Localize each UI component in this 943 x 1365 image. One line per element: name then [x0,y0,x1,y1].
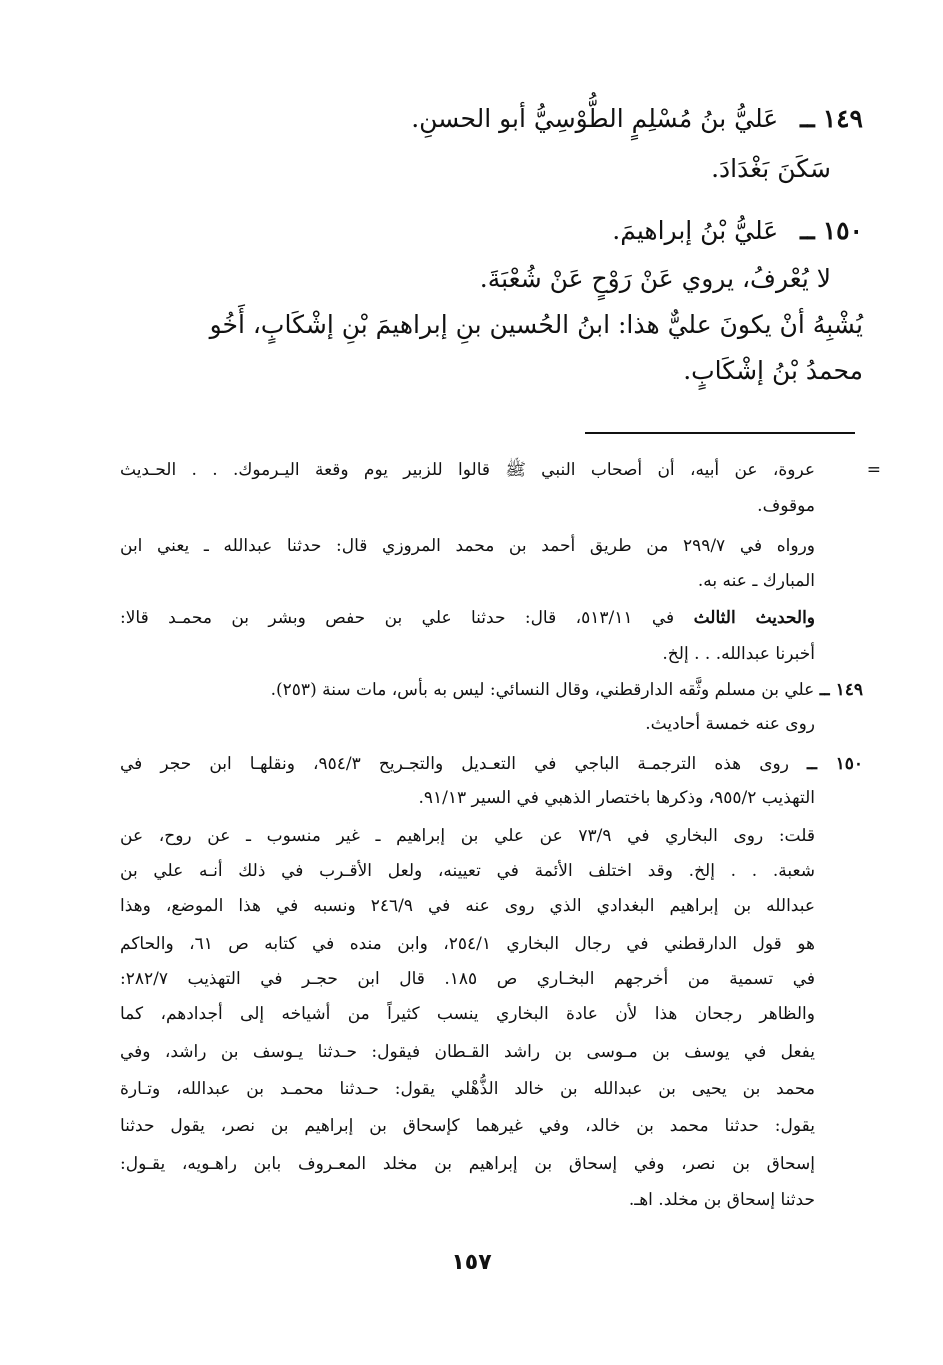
entry-149-number: ١٤٩ [822,104,863,133]
third-hadith-text: في ٥١٣/١١، قال: حدثنا علي بن حفص وبشر بن محمـد قالا: [120,608,675,628]
note-150-label: ١٥٠ ــ [807,754,863,774]
entry-150-dash: ــ [800,216,815,245]
entry-150-name: عَليُّ بْنُ إبراهيمَ. [612,216,779,245]
third-hadith-label: والحديث الثالث [693,608,816,628]
note-150-line: قلت: روى البخاري في ٧٣/٩ عن علي بن إبراهيم ـ غير منسوب ـ عن روح، عن [120,826,816,846]
entry-149-dash: ــ [800,104,815,133]
entry-150-line-4: محمدُ بْنُ إشْكَابٍ. [683,356,863,385]
note-150-line: يفعل في يوسف بن مـوسى بن راشد القـطان فيقول: حـدثنا يـوسف بن راشد، وفي [120,1042,815,1062]
entry-150-heading [80,212,863,250]
continuation-marker: = [866,460,881,480]
entry-149-heading [80,100,863,138]
page-number: ١٥٧ [451,1250,492,1275]
note-150-line: والظاهر رجحان هذا لأن عادة البخاري ينسب كثيراً من أشياخه إلى أجدادهم، كما [120,1004,815,1024]
entry-149-residence: سَكَنَ بَغْدَادَ. [711,154,831,183]
third-hadith-line [120,606,815,630]
note-150-line: إسحاق بن نصر، وفي إسحاق بن إبراهيم بن مخلد المعـروف بابن راهـويه، يقـول: [120,1154,815,1174]
note-150-line: التهذيب ٩٥٥/٢، وذكرها باختصار الذهبي في السير ٩١/١٣. [418,788,815,808]
footnote-line: المبارك ـ عنه به. [697,571,815,591]
note-150-line-1 [120,752,863,776]
entry-150-line-3: يُشْبِهُ أنْ يكونَ عليٌّ هذا: ابنُ الحُسين بنِ إبراهيمَ بْنِ إشْكَابٍ، أَخُو [209,310,863,339]
footnote-line: موقوف. [757,496,815,516]
entry-149-name: عَليُّ بنُ مُسْلِمٍ الطُّوْسِيُّ أبو الحسنِ. [411,104,779,133]
note-149-line-1 [120,678,863,702]
note-150-line: عبدالله بن إبراهيم البغدادي الذي روى عنه في ٢٤٦/٩ ونسبه في هذا الموضع، وهذا [120,896,815,916]
note-150-text: روى هذه الترجمـة الباجي في التعـديل والتجـريح ٩٥٤/٣، ونقلهـا ابن حجر في [120,754,789,774]
note-150-line: شعبة. . . إلخ. وقد اختلف الأئمة في تعيينه، ولعل الأقـرب في ذلك أنـه علي بن [120,861,815,881]
note-150-line: هو قول الدارقطني في رجال البخاري ٢٥٤/١، وابن منده في كتابه ص ٦١، والحاكم [120,934,815,954]
note-149-text: علي بن مسلم وثَّقه الدارقطني، وقال النسائي: ليس به بأس، مات سنة (٢٥٣). [270,680,815,700]
note-149-line-2: روى عنه خمسة أحاديث. [645,714,815,734]
footnote-separator [585,432,855,434]
footnote-line: عروة، عن أبيه، أن أصحاب النبي ﷺ قالوا للزبير يوم وقعة اليـرموك. . . الحـديث [120,460,815,480]
note-149-label: ١٤٩ ــ [819,680,863,700]
note-150-line: محمد بن يحيى بن عبدالله بن خالد الذُّهْلي يقول: حـدثنا محمـد بن عبدالله، وتـارة [120,1079,815,1099]
note-150-line: في تسمية من أخرجهم البخـاري ص ١٨٥. قال ابن حجـر في التهذيب ٢٨٢/٧: [120,969,815,989]
footnote-line: أخبرنا عبدالله. . . إلخ. [662,644,815,664]
entry-150-number: ١٥٠ [822,216,863,245]
entry-150-line-2: لا يُعْرفُ، يروي عَنْ رَوْحٍ عَنْ شُعْبَةَ. [479,264,831,293]
footnote-line: ورواه في ٢٩٩/٧ من طريق أحمد بن محمد المروزي قال: حدثنا عبدالله ـ يعني ابن [120,536,815,556]
note-150-line: يقول: حدثنا محمد بن خالد، وفي غيرهما كإسحاق بن إبراهيم بن نصر، يقول حدثنا [120,1116,815,1136]
note-150-line: حدثنا إسحاق بن مخلد. اهـ. [628,1190,815,1210]
